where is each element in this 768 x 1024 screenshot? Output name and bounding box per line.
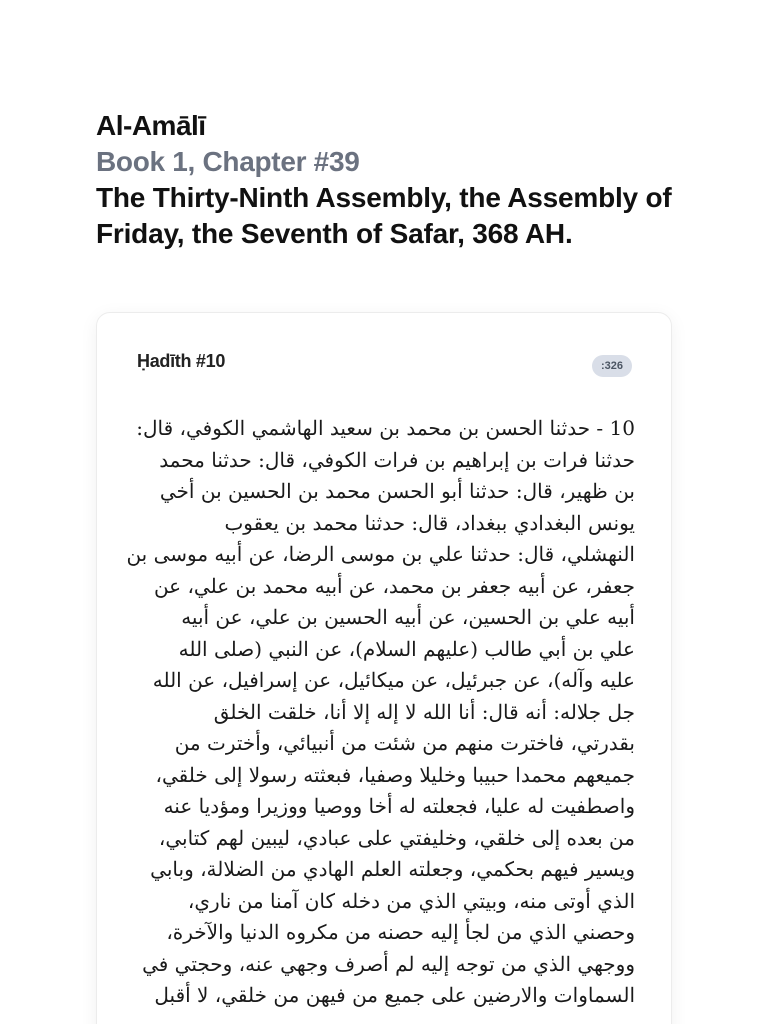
arabic-line: بن ظهير، قال: حدثنا أبو الحسن محمد بن الحسين بن أخي — [159, 479, 635, 503]
arabic-line: 10 - حدثنا الحسن بن محمد بن سعيد الهاشمي الكوفي، قال: — [136, 416, 635, 440]
arabic-line: جميعهم محمدا حبيبا وخليلا وصفيا، فبعثته رسولا إلى خلقي، — [155, 762, 635, 787]
arabic-line: السماوات والارضين على جميع من فيهن من خلقي، لا أقبل — [154, 983, 635, 1007]
arabic-line: وحصني الذي من لجأ إليه حصنه من مكروه الدنيا والآخرة، — [166, 920, 635, 944]
arabic-line: جل جلاله: أنه قال: أنا الله لا إله إلا أنا، خلقت الخلق — [213, 699, 635, 724]
arabic-line: علي بن أبي طالب (عليهم السلام)، عن النبي (صلى الله — [178, 636, 635, 661]
arabic-line: ووجهي الذي من توجه إليه لم أصرف وجهي عنه، وحجتي في — [142, 951, 635, 976]
hadith-arabic-text — [126, 413, 635, 1012]
book-title: Al-Amālī — [96, 110, 206, 141]
arabic-line: النهشلي، قال: حدثنا علي بن موسى الرضا، عن أبيه موسى بن — [126, 542, 635, 566]
arabic-line: جعفر، عن أبيه جعفر بن محمد، عن أبيه محمد بن علي، عن — [153, 573, 635, 598]
arabic-line: بقدرتي، فاخترت منهم من شئت من أنبيائي، وأخترت من — [174, 731, 635, 755]
chapter-header — [96, 108, 696, 252]
book-chapter: Book 1, Chapter #39 — [96, 146, 360, 177]
arabic-line: ويسير فيهم بحكمي، وجعلته العلم الهادي من الضلالة، وبابي — [150, 857, 635, 881]
arabic-line: حدثنا فرات بن إبراهيم بن فرات الكوفي، قال: حدثنا محمد — [159, 447, 635, 472]
arabic-line: الذي أوتى منه، وبيتي الذي من دخله كان آمنا من ناري، — [187, 888, 635, 913]
arabic-line: يونس البغدادي ببغداد، قال: حدثنا محمد بن يعقوب — [224, 510, 635, 535]
arabic-line: عليه وآله)، عن جبرئيل، عن ميكائيل، عن إسرافيل، عن الله — [152, 668, 635, 692]
page-badge[interactable]: :326 — [592, 355, 632, 377]
arabic-line: أبيه علي بن الحسين، عن أبيه الحسين بن علي، عن أبيه — [181, 605, 635, 629]
arabic-line: واصطفيت له عليا، فجعلته له أخا ووصيا ووزيرا ومؤديا عنه — [163, 794, 635, 818]
hadith-number: Ḥadīth #10 — [137, 351, 226, 371]
arabic-line: من بعده إلى خلقي، وخليفتي على عبادي، ليبين لهم كتابي، — [158, 825, 635, 850]
hadith-card — [96, 312, 672, 1024]
chapter-title: The Thirty-Ninth Assembly, the Assembly of Friday, the Seventh of Safar, 368 AH. — [96, 182, 672, 249]
